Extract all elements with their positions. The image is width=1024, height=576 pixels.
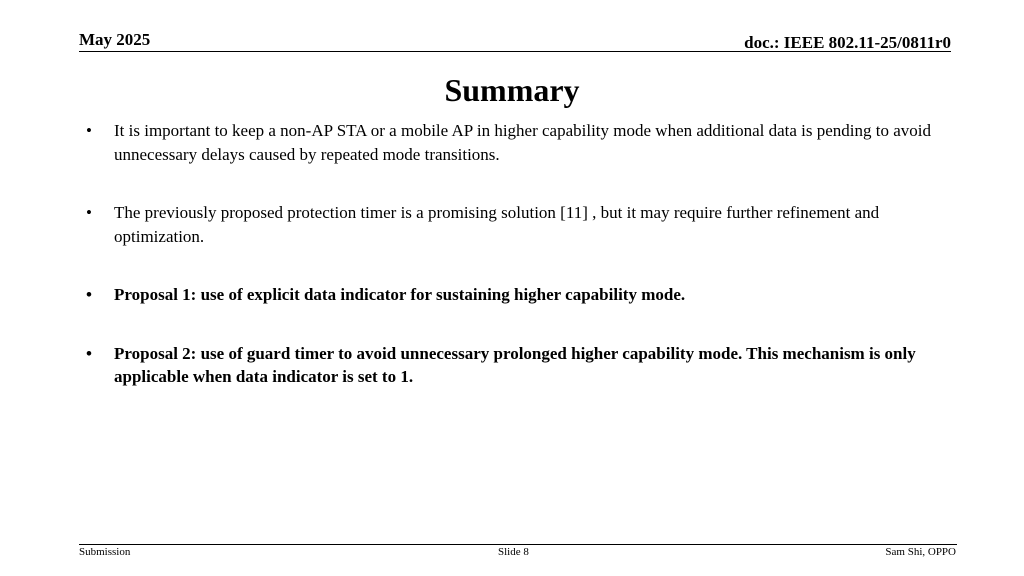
footer-slide-number: Slide 8 <box>498 546 529 558</box>
bullet-text: Proposal 1: use of explicit data indicator for sustaining higher capability mode. <box>114 285 686 304</box>
bullet-item-proposal-2 <box>80 342 940 389</box>
bullet-marker: • <box>86 121 92 140</box>
footer-submission: Submission <box>79 546 131 558</box>
header-divider <box>79 51 951 52</box>
header-doc-id: doc.: IEEE 802.11-25/0811r0 <box>744 33 951 52</box>
header-date: May 2025 <box>79 30 151 49</box>
bullet-list <box>80 119 940 424</box>
bullet-text: The previously proposed protection timer is a promising solution [11] , but it may require further refinement and optimization. <box>114 203 880 246</box>
bullet-marker: • <box>86 343 92 363</box>
bullet-item-2 <box>80 201 940 248</box>
footer-author: Sam Shi, OPPO <box>885 546 956 558</box>
bullet-item-1 <box>80 119 940 166</box>
bullet-marker: • <box>86 203 92 222</box>
bullet-text: Proposal 2: use of guard timer to avoid unnecessary prolonged higher capability mode. This mechanism is only applicable when data indicator is set to 1. <box>114 343 916 386</box>
bullet-text: It is important to keep a non-AP STA or a mobile AP in higher capability mode when additional data is pending to avoid unnecessary delays caused by repeated mode transitions. <box>114 121 932 164</box>
bullet-marker: • <box>86 285 92 304</box>
bullet-item-proposal-1 <box>80 283 940 307</box>
slide-title: Summary <box>444 72 580 108</box>
